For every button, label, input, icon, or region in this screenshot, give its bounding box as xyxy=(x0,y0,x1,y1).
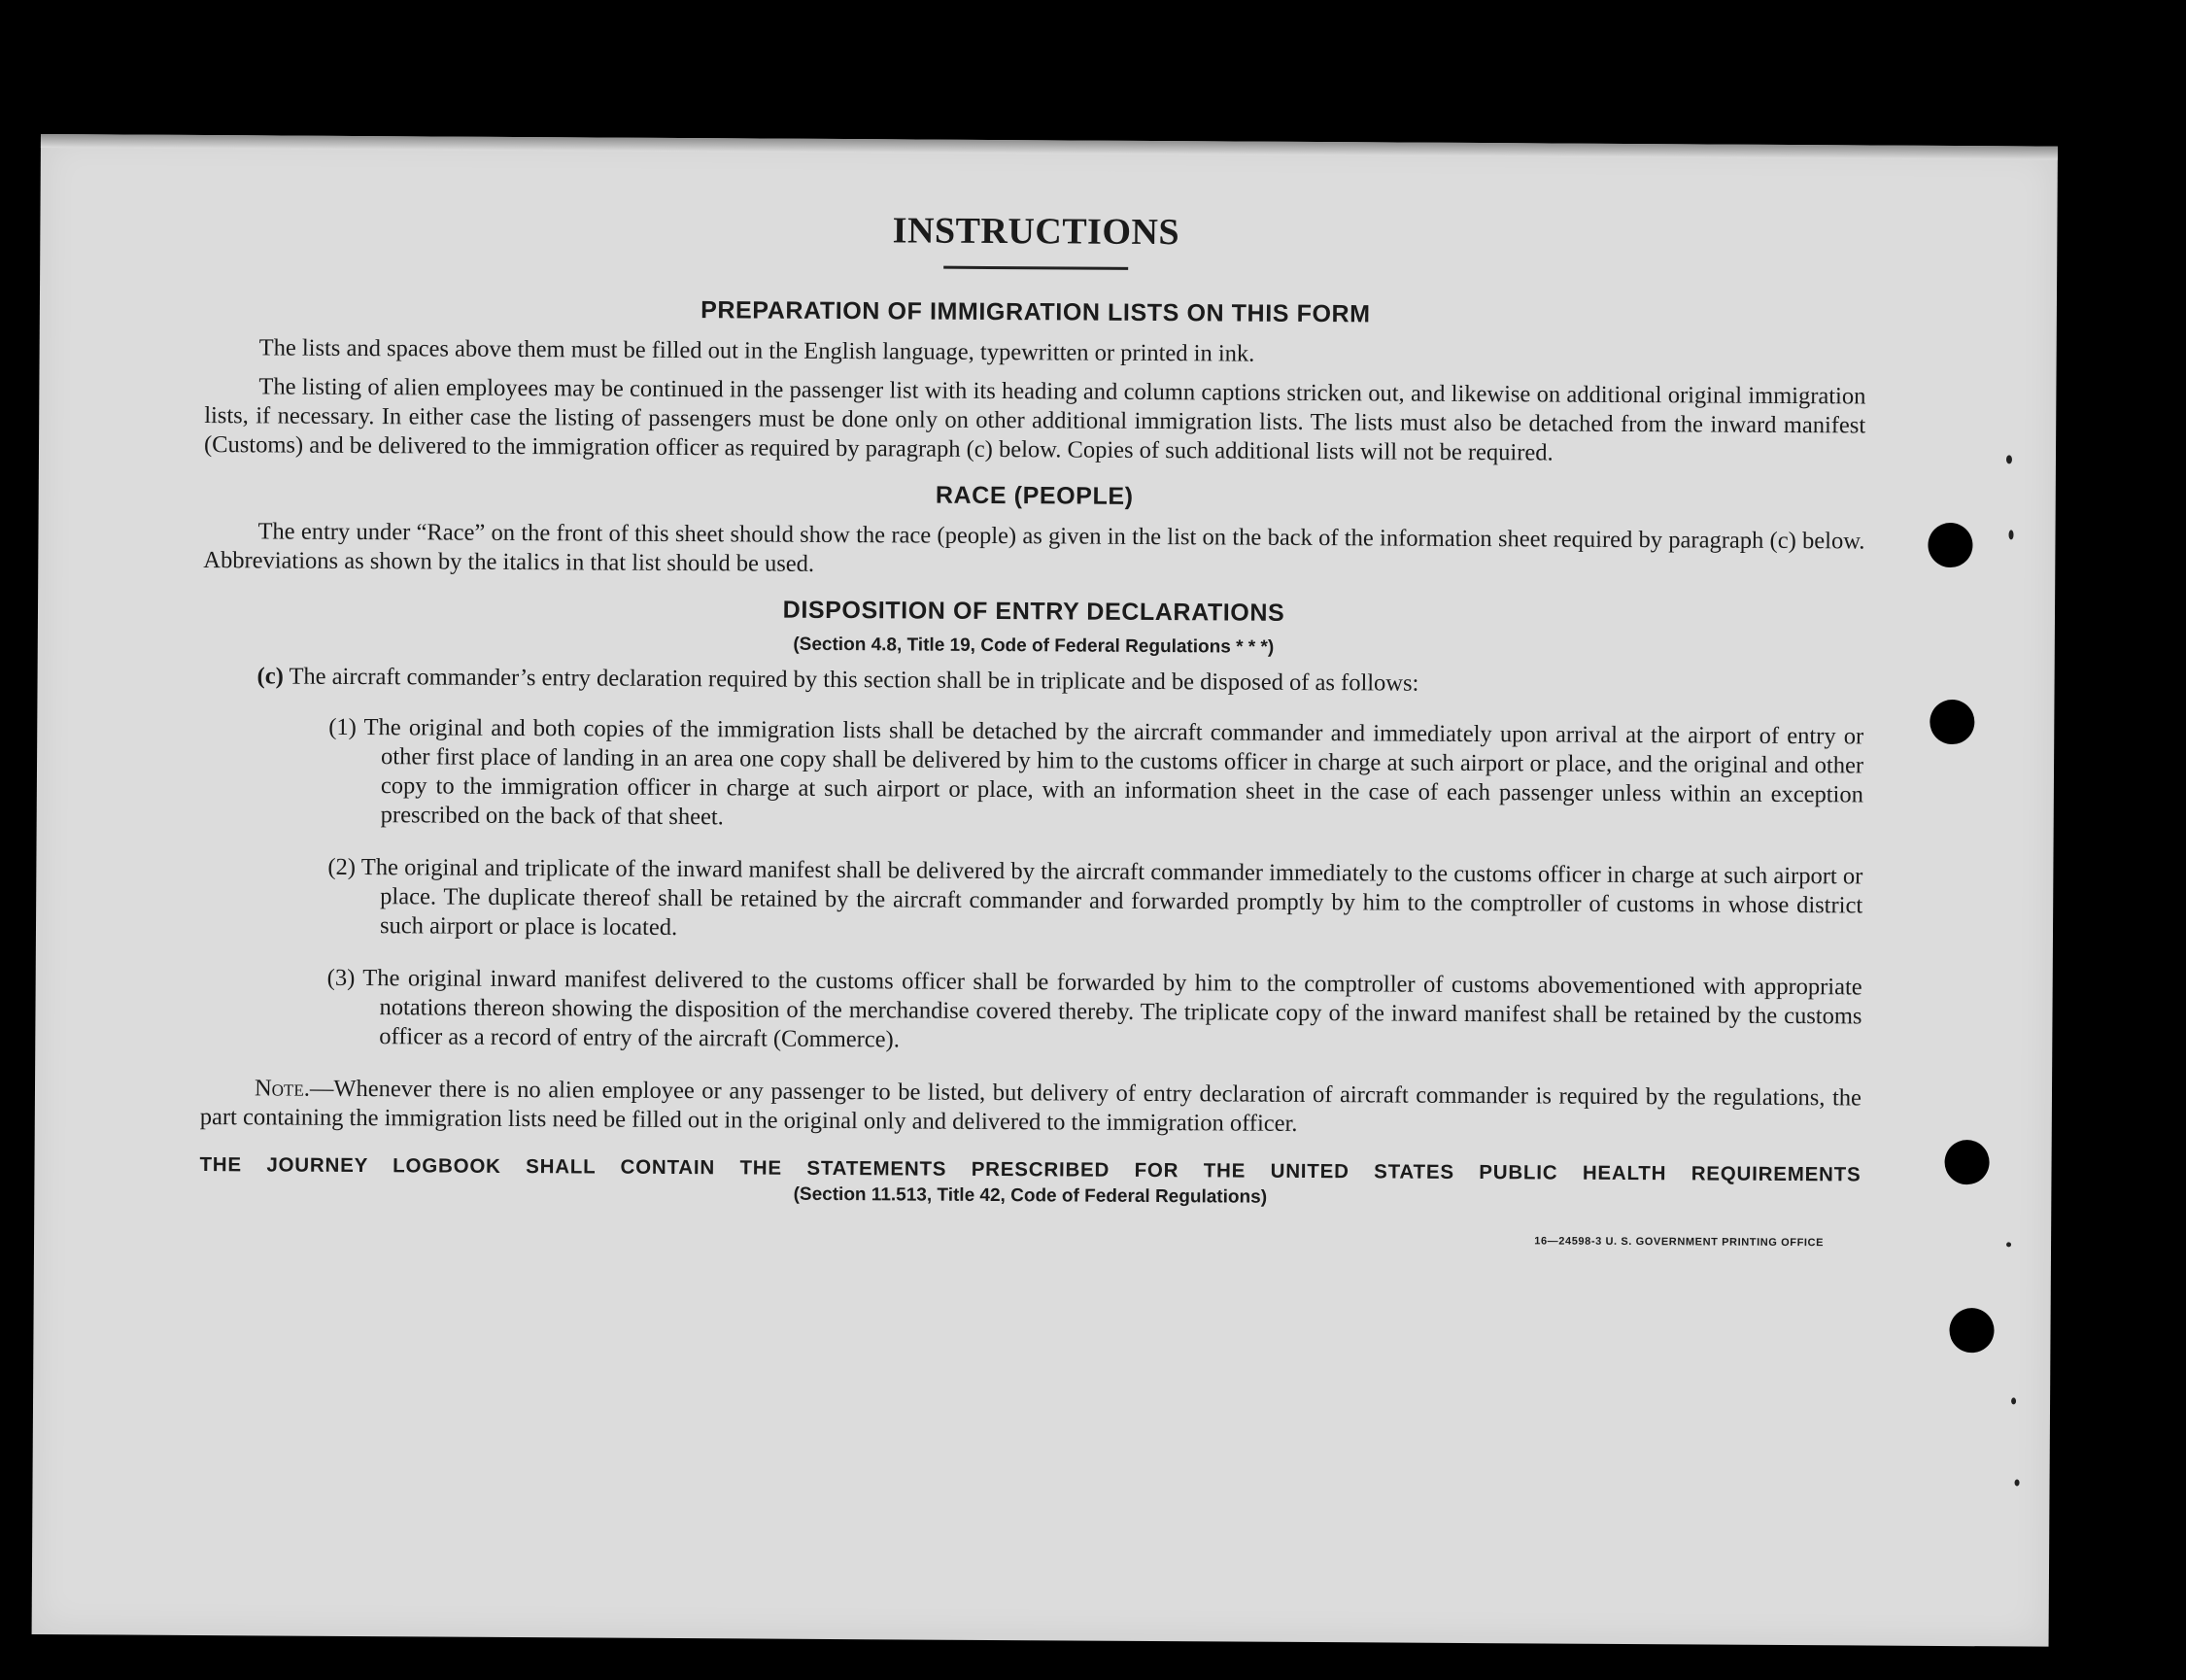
section-heading-preparation: PREPARATION OF IMMIGRATION LISTS ON THIS FORM xyxy=(700,296,1371,328)
speck-mark xyxy=(2015,1479,2020,1486)
preparation-paragraph-1: The lists and spaces above them must be filled out in the English language, typewritten or printed in ink. xyxy=(258,334,1255,367)
speck-mark xyxy=(2006,1242,2011,1247)
intro-marker: (c) xyxy=(256,663,284,690)
note-label: Note. xyxy=(254,1075,310,1102)
item-marker: (2) xyxy=(327,853,357,880)
item-marker: (1) xyxy=(328,713,357,740)
page-title: INSTRUCTIONS xyxy=(892,210,1180,254)
note-text: —Whenever there is no alien employee or any passenger to be listed, but delivery of entry declaration of aircraft commander is required by the regulations, the part containing the immigration lists need be filled out in the original only and delivered to the immigration officer. xyxy=(199,1075,1862,1137)
binder-hole-icon xyxy=(1944,1140,1989,1184)
race-paragraph: The entry under “Race” on the front of this sheet should show the race (people) as given in the list on the back of the information sheet required by paragraph (c) below. Abbreviations as shown by the italics in that list should be used. xyxy=(203,518,1865,577)
health-requirements-statement: THE JOURNEY LOGBOOK SHALL CONTAIN THE STATEMENTS PRESCRIBED FOR THE UNITED STATES PUBLIC HEALTH REQUIREMENTS xyxy=(199,1153,1862,1186)
item-text: The original and triplicate of the inward manifest shall be delivered by the aircraft commander immediately to the customs officer in charge at such airport or place. The duplicate thereof shall be retained by the aircraft commander and forwarded promptly by him to the comptroller of customs in whose district such airport or place is located. xyxy=(360,854,1863,942)
health-requirements-citation: (Section 11.513, Title 42, Code of Federal Regulations) xyxy=(793,1183,1268,1208)
disposition-item-2 xyxy=(201,852,1863,949)
disposition-item-1 xyxy=(202,712,1864,839)
paper-edge xyxy=(41,134,2058,160)
instructions-content xyxy=(199,205,1866,1249)
section-heading-disposition: DISPOSITION OF ENTRY DECLARATIONS xyxy=(782,596,1285,627)
speck-mark xyxy=(2006,455,2012,463)
title-divider xyxy=(943,266,1128,270)
binder-hole-icon xyxy=(1949,1308,1994,1353)
preparation-paragraph-2: The listing of alien employees may be continued in the passenger list with its heading and column captions stricken out, and likewise on additional original immigration lists, if necessary. In either case the listing of passengers must be done only on other additional immigration lists. The lists must also be detached from the inward manifest (Customs) and be delivered to the immigration officer as required by paragraph (c) below. Copies of such additional lists will not be required. xyxy=(203,373,1866,466)
note-paragraph xyxy=(200,1074,1862,1142)
binder-hole-icon xyxy=(1930,700,1974,744)
disposition-intro xyxy=(203,662,1864,701)
binder-hole-icon xyxy=(1928,523,1972,567)
item-marker: (3) xyxy=(326,964,356,991)
disposition-item-3 xyxy=(200,963,1862,1060)
speck-mark xyxy=(2008,530,2013,539)
section-heading-race: RACE (PEOPLE) xyxy=(935,481,1134,510)
document-page xyxy=(32,134,2058,1647)
speck-mark xyxy=(2011,1397,2016,1404)
intro-text: The aircraft commander’s entry declaration required by this section shall be in triplicate and be disposed of as follows: xyxy=(289,663,1419,697)
disposition-citation: (Section 4.8, Title 19, Code of Federal Regulations * * *) xyxy=(793,634,1275,658)
printer-mark: 16—24598-3 U. S. GOVERNMENT PRINTING OFFICE xyxy=(1534,1235,1825,1250)
item-text: The original and both copies of the immigration lists shall be detached by the aircraft commander and immediately upon arrival at the airport of entry or other first place of landing in an area one copy shall be delivered by him to the customs officer in charge at such airport or place, and the original and other copy to the immigration officer in charge at such airport or place, with an information sheet in the case of each passenger unless within an exception prescribed on the back of that sheet. xyxy=(363,714,1864,831)
item-text: The original inward manifest delivered to the customs officer shall be forwarded by him to the comptroller of customs abovementioned with appropriate notations thereon showing the disposition of the merchandise covered thereby. The triplicate copy of the inward manifest shall be retained by the customs officer as a record of entry of the aircraft (Commerce). xyxy=(362,965,1862,1053)
